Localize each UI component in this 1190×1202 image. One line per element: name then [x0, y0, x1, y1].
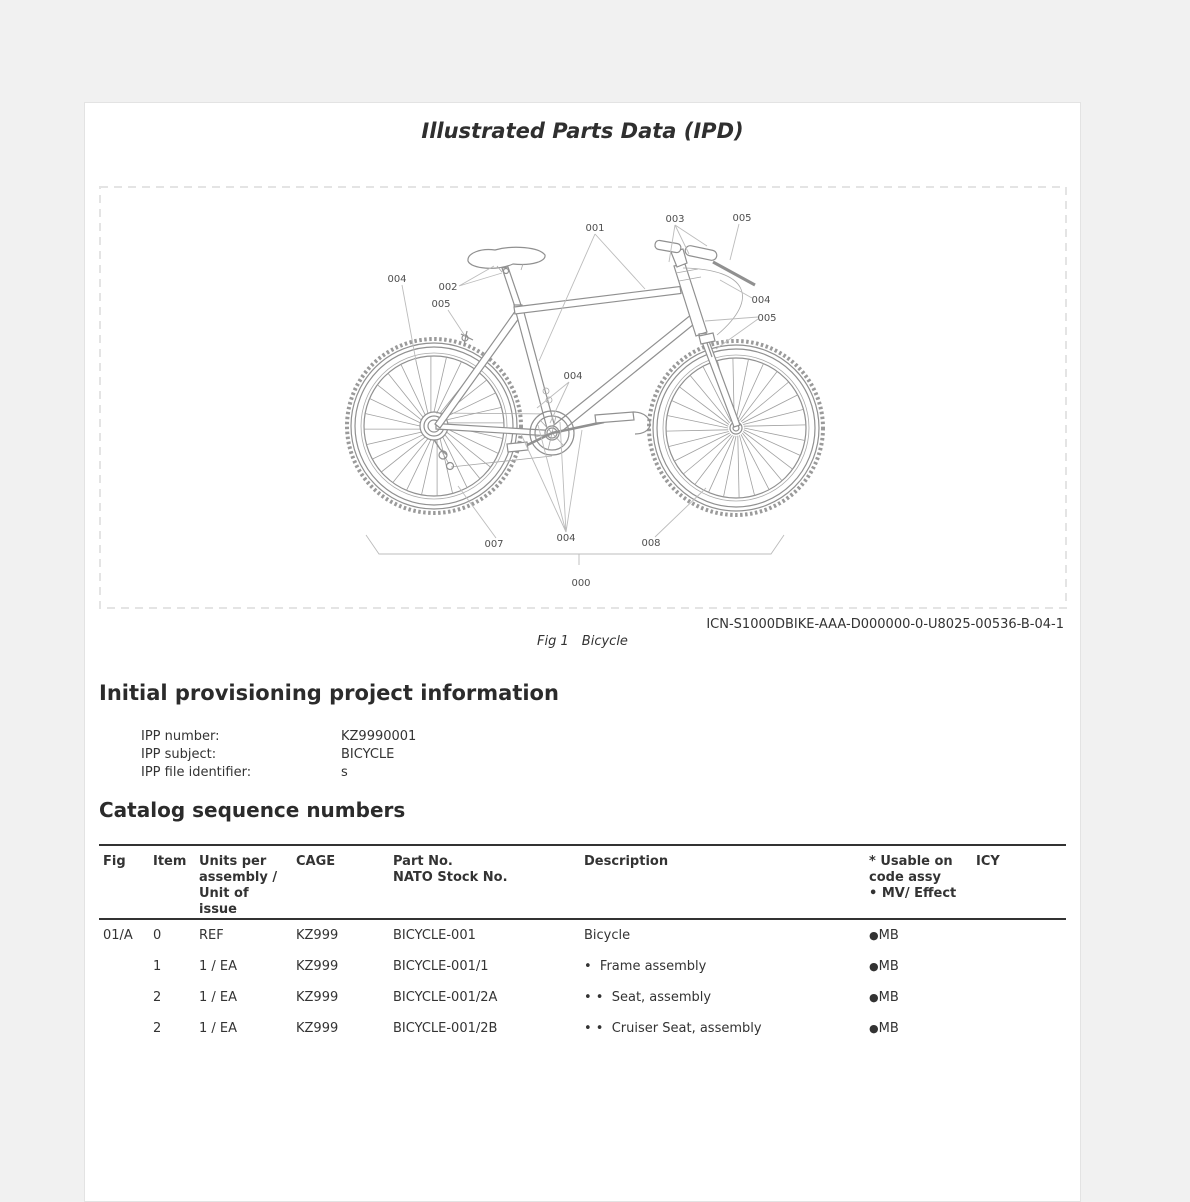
callout-005-fork: 005 — [757, 313, 777, 324]
table-row — [99, 919, 1066, 951]
cell-icy — [972, 951, 1066, 982]
effect-bullet-icon: ● — [869, 991, 879, 1004]
table-row — [99, 951, 1066, 982]
ipp-file-identifier-row — [141, 764, 416, 782]
cell-fig: 01/A — [103, 928, 133, 943]
effect-bullet-icon: ● — [869, 1022, 879, 1035]
header-description: Description — [580, 845, 865, 919]
callout-003: 003 — [665, 214, 685, 225]
cell-icy — [972, 982, 1066, 1013]
cell-units: 1 / EA — [199, 1021, 238, 1036]
cell-part: BICYCLE-001 — [393, 928, 476, 943]
ipp-number-label: IPP number: — [141, 729, 220, 744]
callout-004-bottom: 004 — [556, 533, 576, 544]
cell-units: REF — [199, 928, 224, 943]
ipp-fields — [141, 728, 416, 782]
callout-008: 008 — [641, 538, 661, 549]
cell-description: • • Cruiser Seat, assembly — [584, 1021, 762, 1036]
figure-caption-label: Fig 1 — [537, 634, 569, 649]
figure-illustration-bicycle — [99, 186, 1067, 609]
header-units: Units per assembly / Unit of issue — [195, 845, 292, 919]
ipp-subject-value: BICYCLE — [341, 747, 395, 762]
figure-dashed-border — [100, 187, 1066, 608]
callout-004-right: 004 — [751, 295, 771, 306]
cell-item: 2 — [153, 1021, 162, 1036]
cell-description: • • Seat, assembly — [584, 990, 712, 1005]
ipp-number-row — [141, 728, 416, 746]
cell-item: 2 — [153, 990, 162, 1005]
ipp-section-heading: Initial provisioning project information — [99, 681, 559, 705]
header-icy: ICY — [972, 845, 1066, 919]
figure-caption-title: Bicycle — [581, 634, 628, 649]
callout-001: 001 — [585, 223, 605, 234]
cell-units: 1 / EA — [199, 959, 238, 974]
cell-icy — [972, 919, 1066, 951]
document-page — [84, 102, 1081, 1202]
header-fig: Fig — [99, 845, 149, 919]
figure-caption — [85, 634, 1080, 649]
table-row — [99, 1013, 1066, 1044]
effect-bullet-icon: ● — [869, 960, 879, 973]
header-part-no: Part No. NATO Stock No. — [389, 845, 580, 919]
cell-fig — [99, 951, 149, 982]
front-wheel — [649, 341, 823, 515]
cell-part: BICYCLE-001/2B — [393, 1021, 498, 1036]
callout-005-seat: 005 — [431, 299, 451, 310]
cell-item: 0 — [153, 928, 162, 943]
page-title: Illustrated Parts Data (IPD) — [421, 119, 744, 143]
cell-cage: KZ999 — [296, 1021, 339, 1036]
header-cage: CAGE — [292, 845, 389, 919]
cell-effect: ●MB — [869, 1021, 899, 1036]
cell-cage: KZ999 — [296, 959, 339, 974]
cell-effect: ●MB — [869, 928, 899, 943]
cell-description: • Frame assembly — [584, 959, 707, 974]
ipp-subject-row — [141, 746, 416, 764]
effect-bullet-icon: ● — [869, 929, 879, 942]
table-header-row — [99, 845, 1066, 919]
ipp-file-identifier-value: s — [341, 765, 348, 780]
cell-fig — [99, 1013, 149, 1044]
callout-004-mid: 004 — [563, 371, 583, 382]
cell-effect: ●MB — [869, 959, 899, 974]
cell-item: 1 — [153, 959, 162, 974]
callout-labels — [387, 213, 776, 589]
catalog-section-heading: Catalog sequence numbers — [99, 798, 406, 822]
cell-description: Bicycle — [584, 928, 631, 943]
cell-effect: ●MB — [869, 990, 899, 1005]
cell-part: BICYCLE-001/2A — [393, 990, 498, 1005]
cell-cage: KZ999 — [296, 990, 339, 1005]
header-usable-on-code: * Usable on code assy • MV/ Effect — [865, 845, 972, 919]
ipp-subject-label: IPP subject: — [141, 747, 217, 762]
rear-wheel — [347, 339, 521, 513]
ipp-number-value: KZ9990001 — [341, 729, 417, 744]
cell-cage: KZ999 — [296, 928, 339, 943]
icn-reference: ICN-S1000DBIKE-AAA-D000000-0-U8025-00536-B-04-1 — [706, 617, 1064, 632]
table-row — [99, 982, 1066, 1013]
catalog-sequence-table — [99, 844, 1066, 1044]
callout-002: 002 — [438, 282, 458, 293]
callout-004-left: 004 — [387, 274, 407, 285]
bicycle-line-drawing — [99, 186, 1067, 609]
callout-005-top: 005 — [732, 213, 752, 224]
ipp-file-identifier-label: IPP file identifier: — [141, 765, 252, 780]
callout-007: 007 — [484, 539, 504, 550]
header-item: Item — [149, 845, 195, 919]
callout-000: 000 — [571, 578, 591, 589]
cell-part: BICYCLE-001/1 — [393, 959, 489, 974]
cell-icy — [972, 1013, 1066, 1044]
cell-fig — [99, 982, 149, 1013]
cell-units: 1 / EA — [199, 990, 238, 1005]
